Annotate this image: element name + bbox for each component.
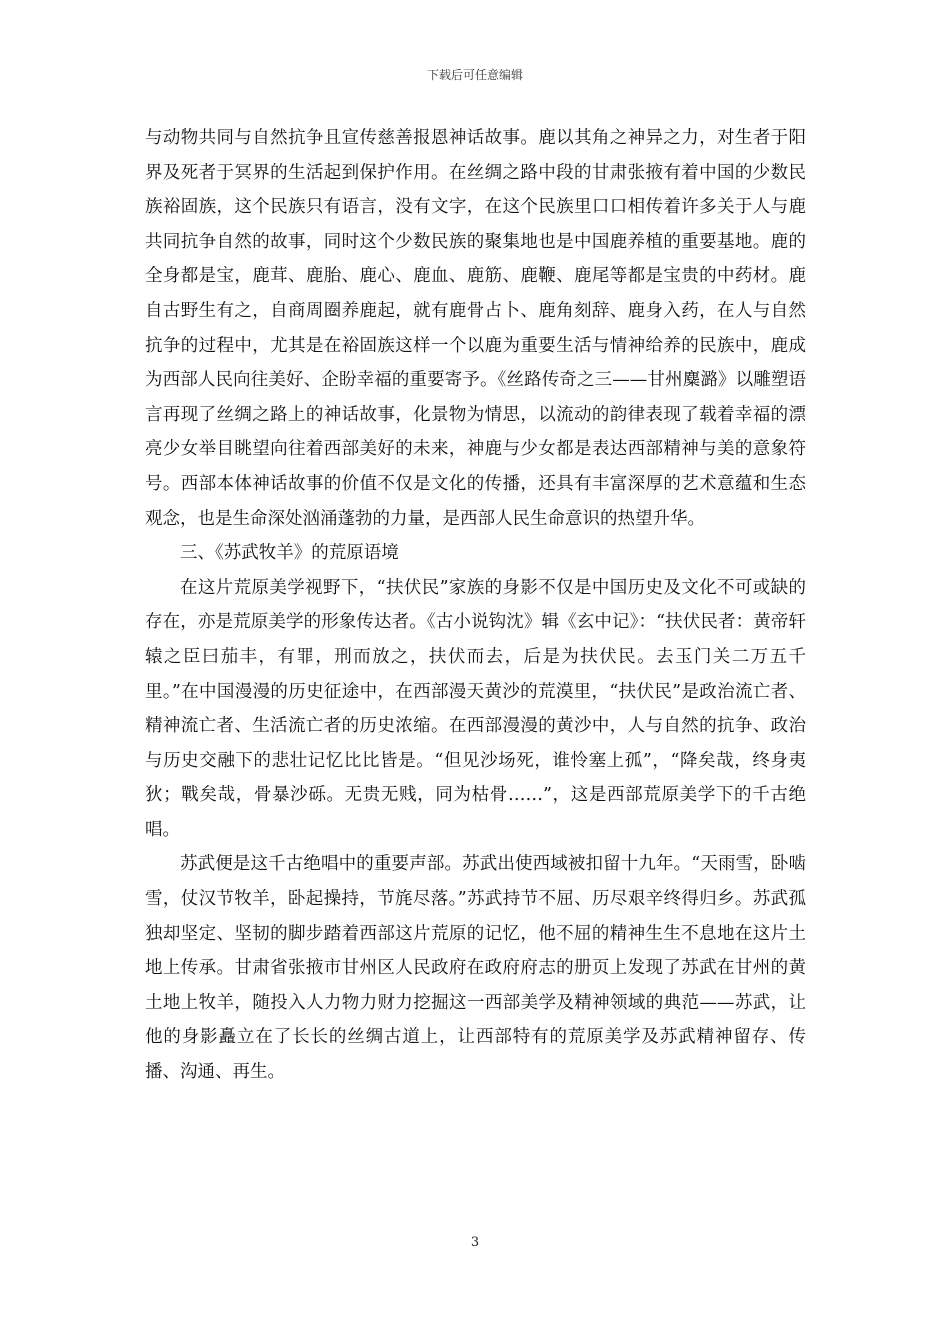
- page-number: 3: [470, 1235, 480, 1250]
- paragraph-fufumin: 在这片荒原美学视野下，“扶伏民”家族的身影不仅是中国历史及文化不可或缺的存在，亦是荒原美学的形象传达者。《古小说钩沈》辑《玄中记》：“扶伏民者：黄帝轩辕之臣曰茄丰，有罪，刑而放之，扶伏而去，后是为扶伏民。去玉门关二万五千里。”在中国漫漫的历史征途中，在西部漫天黄沙的荒漠里，“扶伏民”是政治流亡者、精神流亡者、生活流亡者的历史浓缩。在西部漫漫的黄沙中，人与自然的抗争、政治与历史交融下的悲壮记忆比比皆是。“但见沙场死，谁怜塞上孤”，“降矣哉，终身夷狄；戰矣哉，骨暴沙砾。无贵无贱，同为枯骨……”，这是西部荒原美学下的千古绝唱。: [145, 577, 806, 840]
- paragraph-deer-myth: 与动物共同与自然抗争且宣传慈善报恩神话故事。鹿以其角之神异之力，对生者于阳界及死者于冥界的生活起到保护作用。在丝绸之路中段的甘肃张掖有着中国的少数民族裕固族，这个民族只有语言，没有文字，在这个民族里口口相传着许多关于人与鹿共同抗争自然的故事，同时这个少数民族的聚集地也是中国鹿养植的重要基地。鹿的全身都是宝，鹿茸、鹿胎、鹿心、鹿血、鹿筋、鹿鞭、鹿尾等都是宝贵的中药材。鹿自古野生有之，自商周圈养鹿起，就有鹿骨占卜、鹿角刻辞、鹿身入药，在人与自然抗争的过程中，尤其是在裕固族这样一个以鹿为重要生活与情神给养的民族中，鹿成为西部人民向往美好、企盼幸福的重要寄予。《丝路传奇之三——甘州麋潞》以雕塑语言再现了丝绸之路上的神话故事，化景物为情思，以流动的韵律表现了载着幸福的漂亮少女举目眺望向往着西部美好的未来，神鹿与少女都是表达西部精神与美的意象符号。西部本体神话故事的价值不仅是文化的传播，还具有丰富深厚的艺术意蕴和生态观念，也是生命深处汹涌蓬勃的力量，是西部人民生命意识的热望升华。: [145, 128, 806, 529]
- page-header: 下载后可任意编辑: [426, 68, 523, 82]
- document-body: [145, 121, 806, 1090]
- paragraph-suwu: 苏武便是这千古绝唱中的重要声部。苏武出使西域被扣留十九年。“天雨雪，卧啮雪，仗汉节牧羊，卧起操持，节旄尽落。”苏武持节不屈、历尽艰辛终得归乡。苏武孤独却坚定、坚韧的脚步踏着西部这片荒原的记忆，他不屈的精神生生不息地在这片土地上传承。甘肃省张掖市甘州区人民政府在政府府志的册页上发现了苏武在甘州的黄土地上牧羊，随投入人力物力财力挖掘这一西部美学及精神领域的典范——苏武，让他的身影矗立在了长长的丝绸古道上，让西部特有的荒原美学及苏武精神留存、传播、沟通、再生。: [145, 854, 806, 1083]
- section-heading-suwu: 三、《苏武牧羊》的荒原语境: [180, 543, 399, 564]
